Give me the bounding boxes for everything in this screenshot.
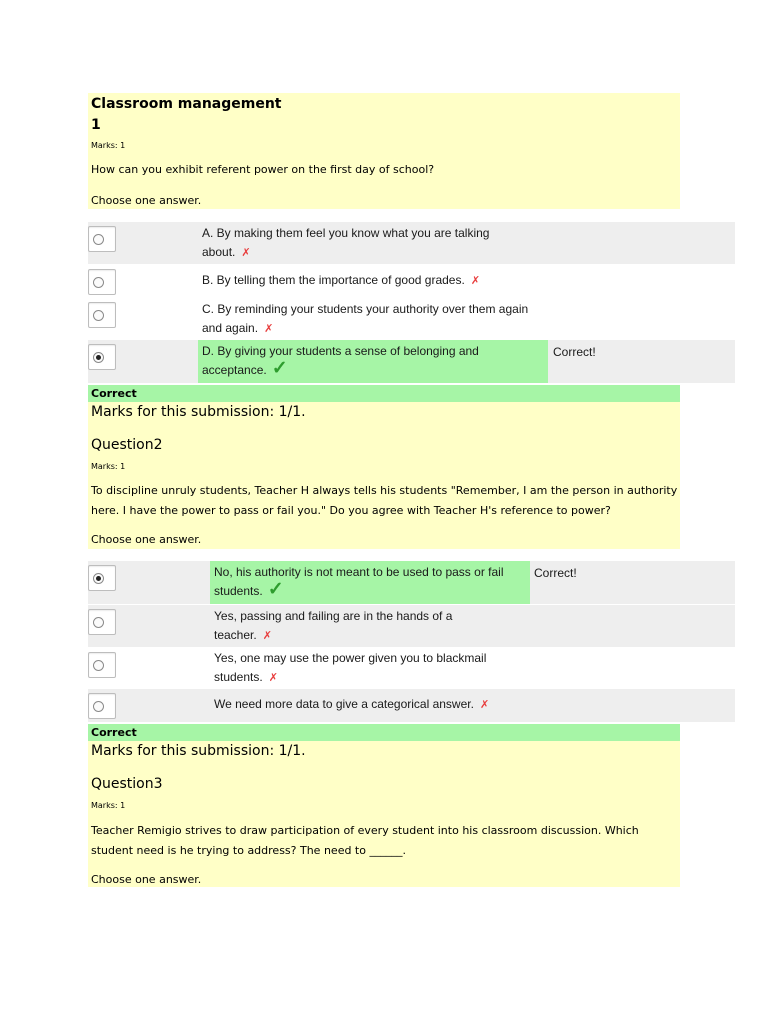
incorrect-icon: ✗ — [268, 672, 278, 684]
question-1-choose: Choose one answer. — [91, 194, 202, 207]
q1-answer-row-c[interactable] — [88, 297, 735, 339]
question-1-number: 1 — [91, 117, 101, 133]
question-2-marks: Marks: 1 — [91, 462, 126, 471]
question-3-marks: Marks: 1 — [91, 801, 126, 810]
q1-answer-row-b[interactable] — [88, 266, 735, 297]
q2-radio-a[interactable] — [88, 565, 116, 591]
q1-radio-a[interactable] — [88, 226, 116, 252]
question-2-choose: Choose one answer. — [91, 533, 202, 546]
quiz-title: Classroom management — [91, 96, 282, 112]
question-3-heading: Question3 — [91, 776, 163, 792]
q2-answer-row-b[interactable] — [88, 605, 735, 647]
q2-answer-row-d[interactable] — [88, 689, 735, 722]
question-3-text: Teacher Remigio strives to draw participation of every student into his classroom discussion. Which student need is he trying to address? The need to ______. — [91, 824, 639, 857]
q2-feedback: Correct! — [534, 566, 577, 580]
incorrect-icon: ✗ — [470, 275, 481, 287]
question-2-header — [88, 402, 680, 549]
q1-answer-d-text: D. By giving your students a sense of belonging and acceptance. ✓ — [198, 340, 548, 383]
q1-answer-b-text: B. By telling them the importance of good grades. ✗ — [202, 273, 481, 287]
q2-answer-a-text: No, his authority is not meant to be used to pass or fail students. ✓ — [210, 561, 530, 604]
q1-radio-c[interactable] — [88, 302, 116, 328]
q1-radio-d[interactable] — [88, 344, 116, 370]
correct-check-icon: ✓ — [271, 358, 288, 379]
incorrect-icon: ✗ — [479, 699, 490, 711]
correct-check-icon: ✓ — [267, 579, 284, 600]
incorrect-icon: ✗ — [262, 630, 272, 642]
q1-answer-a-text: A. By making them feel you know what you are talking about. ✗ — [202, 226, 490, 259]
question-2-result: Correct — [88, 724, 680, 741]
incorrect-icon: ✗ — [241, 247, 251, 259]
question-2-submission: Marks for this submission: 1/1. — [91, 743, 306, 759]
q1-feedback: Correct! — [553, 345, 596, 359]
question-1-marks: Marks: 1 — [91, 141, 126, 150]
q2-radio-d[interactable] — [88, 693, 116, 719]
q2-radio-c[interactable] — [88, 652, 116, 678]
q2-answer-d-text: We need more data to give a categorical answer. ✗ — [214, 697, 490, 711]
q1-answer-c-text: C. By reminding your students your authority over them again and again. ✗ — [202, 302, 529, 335]
q1-answer-row-a[interactable] — [88, 222, 735, 264]
q2-answer-b-text: Yes, passing and failing are in the hands of a teacher. ✗ — [214, 609, 453, 642]
question-2-heading: Question2 — [91, 437, 163, 453]
question-3-header — [88, 741, 680, 887]
incorrect-icon: ✗ — [264, 323, 274, 335]
question-1-submission: Marks for this submission: 1/1. — [91, 404, 306, 420]
q2-radio-b[interactable] — [88, 609, 116, 635]
q2-answer-row-c[interactable] — [88, 648, 735, 689]
question-2-text: To discipline unruly students, Teacher H always tells his students "Remember, I am the person in authority here. I have the power to pass or fail you." Do you agree with Teacher H's reference to power? — [91, 484, 678, 517]
q1-radio-b[interactable] — [88, 269, 116, 295]
q1-answer-row-d[interactable] — [88, 340, 735, 383]
question-1-text: How can you exhibit referent power on the first day of school? — [91, 163, 435, 176]
question-1-result: Correct — [88, 385, 680, 402]
q2-answer-c-text: Yes, one may use the power given you to blackmail students. ✗ — [214, 651, 487, 684]
q2-answer-row-a[interactable] — [88, 561, 735, 604]
question-3-choose: Choose one answer. — [91, 873, 202, 886]
